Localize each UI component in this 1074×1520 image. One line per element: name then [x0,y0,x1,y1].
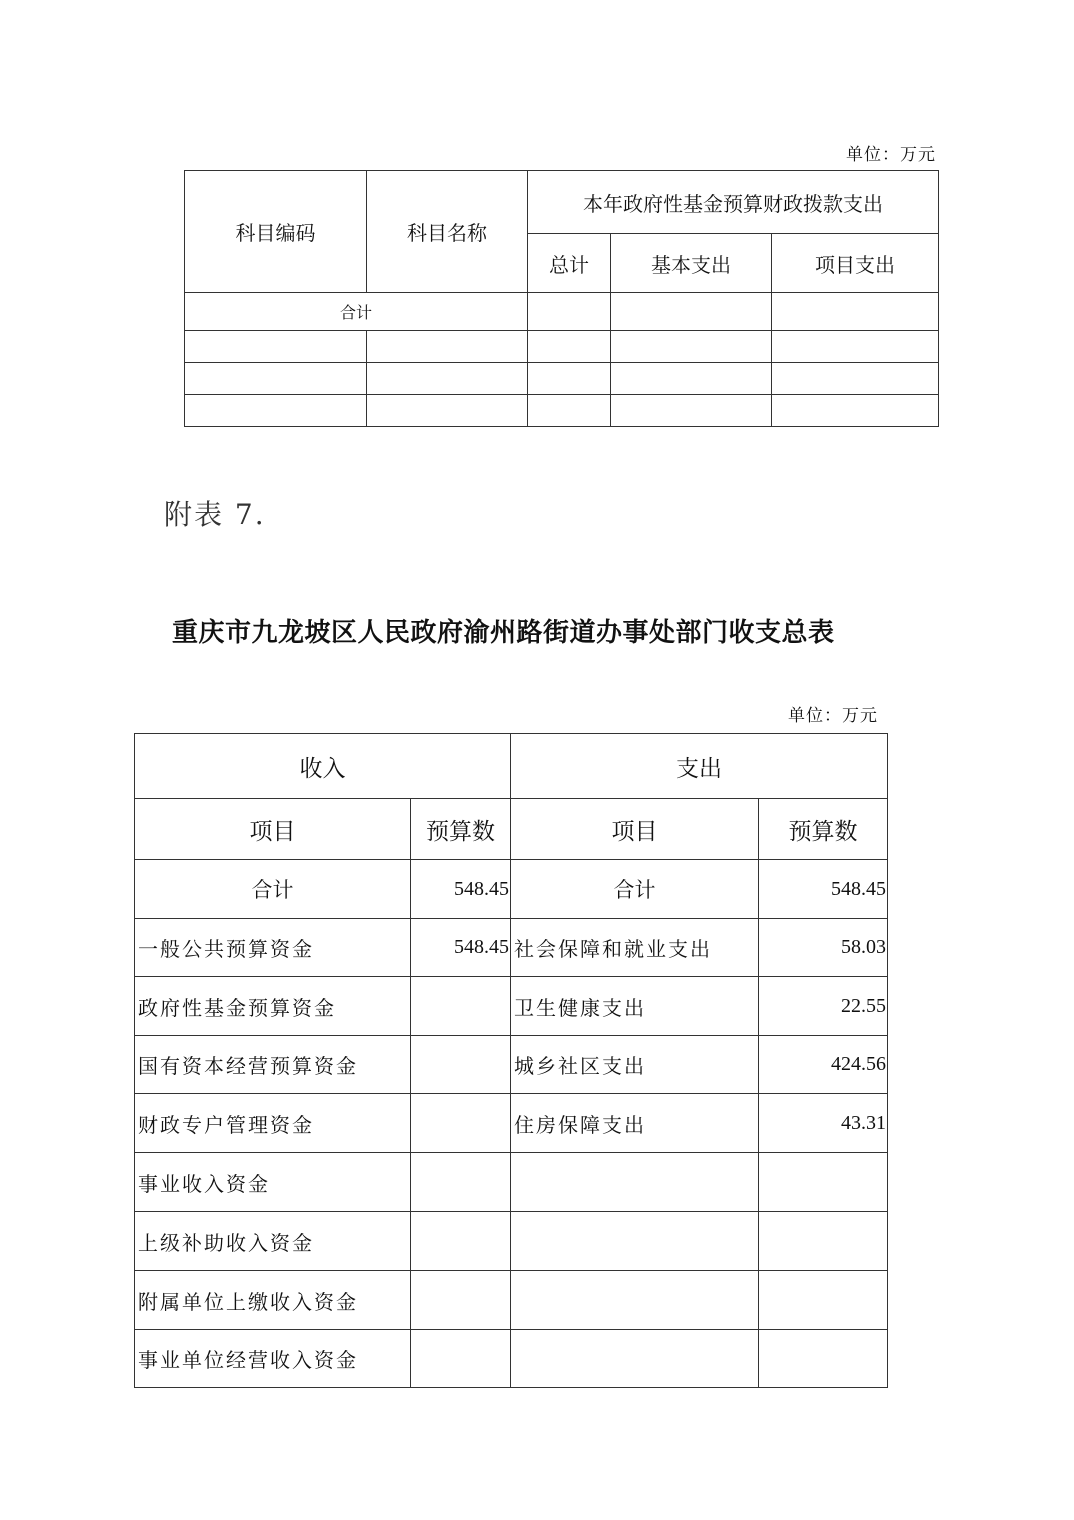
expense-value: 43.31 [759,1094,888,1153]
empty-cell [611,363,772,395]
expense-total-label: 合计 [511,860,759,919]
header-basic-expense: 基本支出 [611,234,772,293]
table2-unit: 单位：万元 [788,706,878,726]
expense-item-header: 项目 [511,799,759,860]
income-budget-header: 预算数 [411,799,511,860]
income-total-value: 548.45 [411,860,511,919]
table-row [135,1036,888,1094]
income-item: 事业收入资金 [135,1153,411,1212]
income-item: 财政专户管理资金 [135,1094,411,1153]
expense-value [759,1212,888,1271]
expense-item [511,1330,759,1388]
header-total: 总计 [528,234,611,293]
expense-item: 住房保障支出 [511,1094,759,1153]
table1-unit: 单位：万元 [846,145,936,165]
income-item: 政府性基金预算资金 [135,977,411,1036]
total-cell [772,293,939,331]
table-row [185,395,939,427]
income-item: 事业单位经营收入资金 [135,1330,411,1388]
empty-cell [611,331,772,363]
empty-cell [185,395,367,427]
expense-item [511,1153,759,1212]
page-title: 重庆市九龙坡区人民政府渝州路街道办事处部门收支总表 [172,618,835,648]
empty-cell [772,395,939,427]
expense-item: 城乡社区支出 [511,1036,759,1094]
income-item: 附属单位上缴收入资金 [135,1271,411,1330]
empty-cell [367,363,528,395]
expense-item: 社会保障和就业支出 [511,919,759,977]
expense-item [511,1212,759,1271]
income-value [411,1036,511,1094]
income-value [411,1153,511,1212]
empty-cell [367,331,528,363]
fund-budget-table [184,170,939,427]
income-expense-table [134,733,888,1388]
empty-cell [185,331,367,363]
income-value [411,1271,511,1330]
empty-cell [367,395,528,427]
income-item: 一般公共预算资金 [135,919,411,977]
expense-item [511,1271,759,1330]
empty-cell [528,363,611,395]
expense-total-value: 548.45 [759,860,888,919]
total-row-label: 合计 [185,293,528,331]
expense-value [759,1330,888,1388]
empty-cell [528,331,611,363]
income-value [411,977,511,1036]
header-subject-code: 科目编码 [185,171,367,293]
income-value: 548.45 [411,919,511,977]
header-subject-name: 科目名称 [367,171,528,293]
expense-value: 22.55 [759,977,888,1036]
appendix-label: 附表 7. [164,498,266,531]
expense-header: 支出 [511,734,888,799]
table-row [135,860,888,919]
empty-cell [528,395,611,427]
total-cell [611,293,772,331]
income-total-label: 合计 [135,860,411,919]
table-row [135,919,888,977]
empty-cell [772,363,939,395]
expense-budget-header: 预算数 [759,799,888,860]
empty-cell [772,331,939,363]
table-row [135,1330,888,1388]
expense-value [759,1153,888,1212]
header-project-expense: 项目支出 [772,234,939,293]
expense-value: 424.56 [759,1036,888,1094]
empty-cell [185,363,367,395]
income-item: 上级补助收入资金 [135,1212,411,1271]
table-row [135,977,888,1036]
table-row [185,363,939,395]
income-value [411,1212,511,1271]
empty-cell [611,395,772,427]
income-value [411,1330,511,1388]
expense-value: 58.03 [759,919,888,977]
income-item: 国有资本经营预算资金 [135,1036,411,1094]
header-fund-expenditure: 本年政府性基金预算财政拨款支出 [528,171,939,234]
income-header: 收入 [135,734,511,799]
income-item-header: 项目 [135,799,411,860]
expense-item: 卫生健康支出 [511,977,759,1036]
table-row [135,1212,888,1271]
income-value [411,1094,511,1153]
table-row [135,1153,888,1212]
total-cell [528,293,611,331]
table-row [135,1094,888,1153]
table-row [185,331,939,363]
expense-value [759,1271,888,1330]
table-row [135,1271,888,1330]
